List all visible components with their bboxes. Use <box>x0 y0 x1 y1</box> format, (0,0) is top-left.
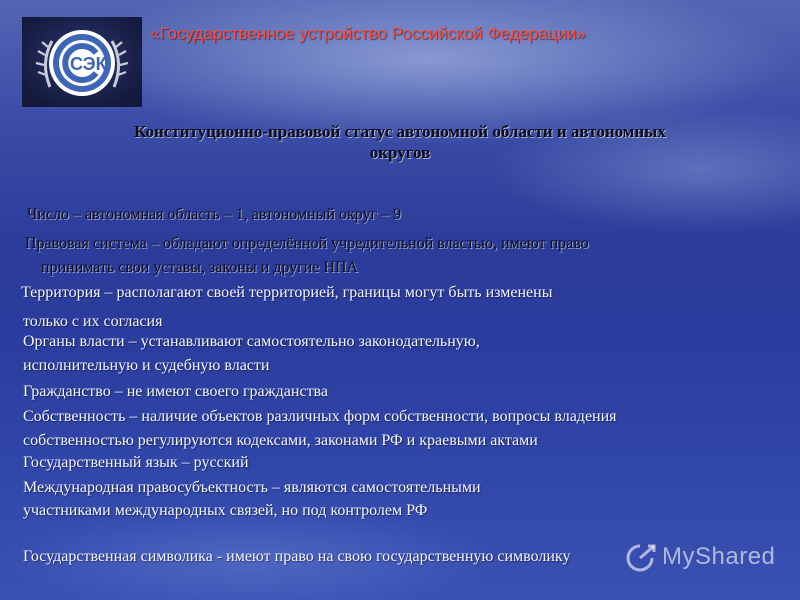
myshared-logo-icon <box>624 543 656 573</box>
item-count: Число – автономная область – 1, автономный округ – 9 <box>27 206 402 223</box>
slide-title <box>30 121 770 163</box>
organization-logo-icon <box>22 17 142 107</box>
item-authorities: Органы власти – устанавливают самостоятельно законодательную, <box>23 333 480 350</box>
slide-title-line: округов <box>369 143 431 162</box>
item-international-cont: участниками международных связей, но под контролем РФ <box>23 502 428 519</box>
item-property: Собственность – наличие объектов различных форм собственности, вопросы владения <box>23 408 617 425</box>
myshared-watermark <box>624 541 784 575</box>
item-territory: Территория – располагают своей территорией, границы могут быть изменены <box>21 284 553 301</box>
item-legal-system-cont: принимать свои уставы, законы и другие НПА <box>41 259 359 276</box>
slide-title-line: Конституционно-правовой статус автономной области и автономных <box>134 122 666 141</box>
item-symbols: Государственная символика - имеют право на свою государственную символику <box>23 548 571 565</box>
item-territory-cont: только с их согласия <box>23 313 163 330</box>
item-language: Государственный язык – русский <box>23 454 249 471</box>
item-citizenship: Гражданство – не имеют своего гражданства <box>23 383 328 400</box>
organization-logo <box>22 17 142 107</box>
item-authorities-cont: исполнительную и судебную власти <box>23 357 270 374</box>
watermark-text: MyShared <box>662 543 776 570</box>
item-legal-system: Правовая система – обладают определённой учредительной властью, имеют право <box>25 235 589 252</box>
item-international: Международная правосубъектность – являются самостоятельными <box>23 479 481 496</box>
item-property-cont: собственностью регулируются кодексами, законами РФ и краевыми актами <box>23 432 538 449</box>
logo-letters: СЭК <box>70 54 107 74</box>
presentation-title: «Государственное устройство Российской Федерации» <box>150 24 586 43</box>
